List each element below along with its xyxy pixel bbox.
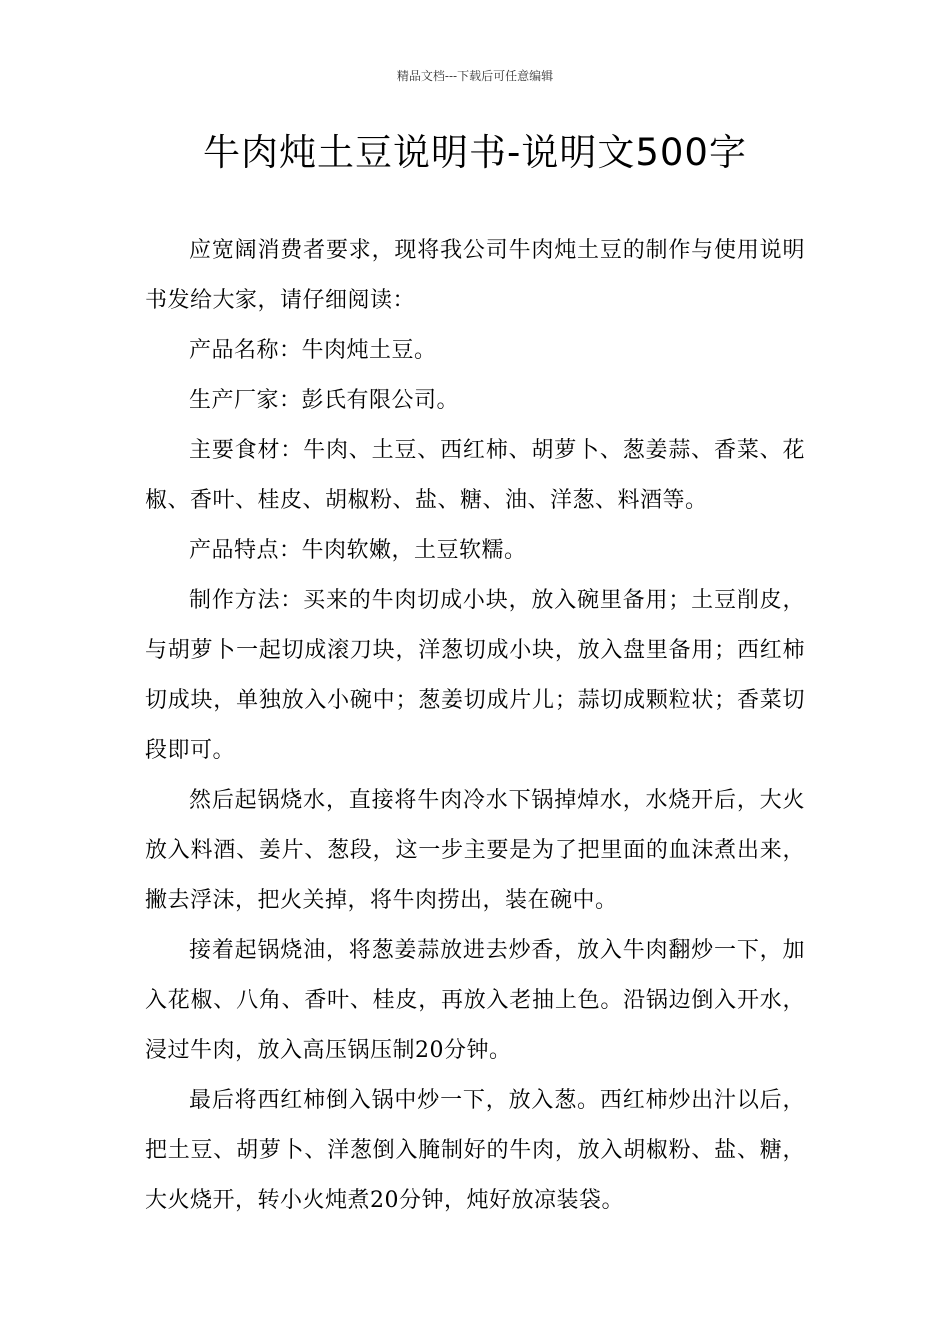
paragraph-intro: 应宽阔消费者要求，现将我公司牛肉炖土豆的制作与使用说明书发给大家，请仔细阅读： xyxy=(145,238,805,313)
paragraph-step-stirfry: 接着起锅烧油，将葱姜蒜放进去炒香，放入牛肉翻炒一下，加入花椒、八角、香叶、桂皮，再放入老抽上色。沿锅边倒入开水，浸过牛肉，放入高压锅压制20分钟。 xyxy=(145,938,805,1063)
paragraph-step-finish: 最后将西红柿倒入锅中炒一下，放入葱。西红柿炒出汁以后，把土豆、胡萝卜、洋葱倒入腌制好的牛肉，放入胡椒粉、盐、糖，大火烧开，转小火炖煮20分钟，炖好放凉装袋。 xyxy=(145,1088,805,1213)
paragraph-ingredients: 主要食材：牛肉、土豆、西红柿、胡萝卜、葱姜蒜、香菜、花椒、香叶、桂皮、胡椒粉、盐、糖、油、洋葱、料酒等。 xyxy=(145,438,805,513)
document-body xyxy=(145,226,805,1226)
paragraph-product-name: 产品名称：牛肉炖土豆。 xyxy=(189,338,437,363)
paragraph-manufacturer: 生产厂家：彭氏有限公司。 xyxy=(189,388,460,413)
document-title: 牛肉炖土豆说明书-说明文500字 xyxy=(203,131,747,174)
paragraph-step-blanch: 然后起锅烧水，直接将牛肉冷水下锅掉焯水，水烧开后，大火放入料酒、姜片、葱段，这一步主要是为了把里面的血沫煮出来，撇去浮沫，把火关掉，将牛肉捞出，装在碗中。 xyxy=(145,788,805,913)
paragraph-method: 制作方法：买来的牛肉切成小块，放入碗里备用；土豆削皮，与胡萝卜一起切成滚刀块，洋葱切成小块，放入盘里备用；西红柿切成块，单独放入小碗中；葱姜切成片儿；蒜切成颗粒状；香菜切段即可。 xyxy=(145,588,805,763)
header-note: 精品文档---下载后可任意编辑 xyxy=(396,69,554,83)
paragraph-features: 产品特点：牛肉软嫩，土豆软糯。 xyxy=(189,538,527,563)
